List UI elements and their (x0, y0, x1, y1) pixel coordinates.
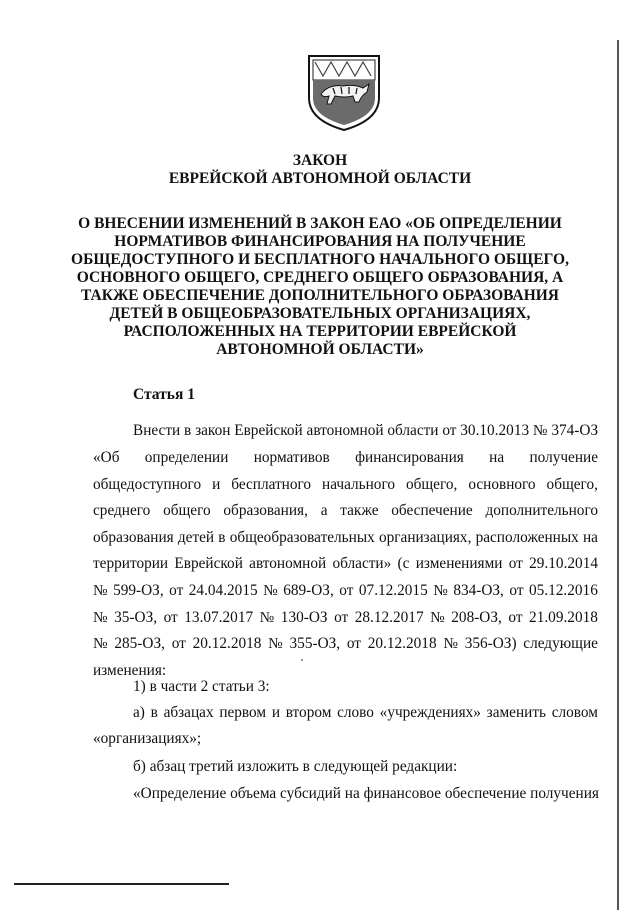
word: 20.12.2018 (192, 635, 262, 653)
word: от (339, 581, 354, 599)
word: общего (163, 502, 211, 520)
word: от (508, 608, 523, 626)
word: № (93, 581, 108, 599)
word: втором (285, 704, 332, 721)
law-title (60, 152, 580, 188)
word: 599-ОЗ, (113, 581, 164, 599)
subject-line: О ВНЕСЕНИИ ИЗМЕНЕНИЙ В ЗАКОН ЕАО «ОБ ОПРЕДЕЛЕНИИ (78, 215, 562, 232)
word: № (268, 635, 283, 653)
word: № (263, 581, 278, 599)
word: финансирования (355, 449, 464, 466)
word: среднего (93, 502, 151, 520)
word: 20.12.2018 (367, 635, 437, 653)
word: детей (177, 528, 215, 546)
word: № (93, 608, 108, 626)
word: общедоступного (93, 475, 202, 493)
word: организациях, (378, 528, 472, 546)
word: 13.07.2017 (184, 608, 254, 626)
word: в (218, 528, 226, 546)
word: первом (219, 704, 267, 721)
word: общеобразовательных (229, 528, 375, 546)
word: 130-ОЗ (280, 608, 328, 626)
word: от (346, 635, 361, 653)
word: автономной (249, 555, 327, 573)
scan-speck (301, 659, 303, 661)
word: также (340, 502, 379, 520)
word: заменить (486, 704, 547, 721)
body-line (93, 551, 598, 578)
word: образования, (223, 502, 308, 520)
subject-line: ОБЩЕДОСТУПНОГО И БЕСПЛАТНОГО НАЧАЛЬНОГО ОБЩЕГО, (71, 251, 569, 268)
word: 05.12.2016 (529, 581, 598, 599)
word: (с (397, 555, 410, 573)
word: 834-ОЗ, (453, 581, 504, 599)
word: получение (529, 449, 598, 466)
word: № (93, 635, 108, 653)
word: 355-ОЗ, (289, 635, 341, 653)
footer-rule (14, 883, 229, 885)
word: «учреждениях» (379, 704, 481, 721)
word: словом (551, 704, 598, 721)
article-intro-first-line: Внести в закон Еврейской автономной области от 30.10.2013 № 374-ОЗ (133, 422, 599, 439)
word: общего, (546, 475, 598, 493)
body-line (93, 472, 598, 499)
word: образования (93, 528, 174, 546)
word: общего, (405, 475, 458, 493)
subject-line: РАСПОЛОЖЕННЫХ НА ТЕРРИТОРИИ ЕВРЕЙСКОЙ (123, 323, 517, 340)
word: от (509, 581, 524, 599)
word: № (443, 635, 458, 653)
subject-line: ТАКЖЕ ОБЕСПЕЧЕНИЕ ДОПОЛНИТЕЛЬНОГО ОБРАЗОВАНИЯ (80, 287, 560, 304)
coat-of-arms-emblem (303, 52, 385, 132)
word: на (489, 449, 505, 466)
subject-line: АВТОНОМНОЙ ОБЛАСТИ» (216, 341, 424, 358)
body-line (93, 578, 598, 605)
body-line: изменения: (93, 661, 167, 679)
word: № (259, 608, 275, 626)
body-line (93, 498, 598, 525)
word: нормативов (253, 449, 330, 466)
body-line (93, 445, 598, 472)
word: № (433, 581, 448, 599)
word: а (320, 502, 328, 520)
doc-type: ЗАКОН (292, 152, 348, 169)
body-line (93, 631, 598, 658)
region-name: ЕВРЕЙСКОЙ АВТОНОМНОЙ ОБЛАСТИ (168, 170, 472, 187)
word: территории (93, 555, 169, 573)
word: 24.04.2015 (188, 581, 258, 599)
word: и (212, 475, 221, 493)
word: от (163, 608, 178, 626)
item-1: 1) в части 2 статьи 3: (133, 678, 270, 695)
subject-line: ДЕТЕЙ В ОБЩЕОБРАЗОВАТЕЛЬНЫХ ОРГАНИЗАЦИЯХ, (109, 305, 531, 322)
word: изменениями (415, 555, 503, 573)
word: основного (468, 475, 536, 493)
word: от (508, 555, 523, 573)
word: 285-ОЗ, (114, 635, 165, 653)
word: расположенных (475, 528, 579, 546)
word: следующие (523, 635, 598, 653)
item-a-line (133, 700, 598, 727)
word: дополнительного (485, 502, 598, 520)
subject-line: ОСНОВНОГО ОБЩЕГО, СРЕДНЕГО ОБЩЕГО ОБРАЗОВАНИЯ, А (76, 269, 564, 286)
word: 07.12.2015 (358, 581, 428, 599)
subject-line: НОРМАТИВОВ ФИНАНСИРОВАНИЯ НА ПОЛУЧЕНИЕ (114, 233, 526, 250)
word: № (430, 608, 445, 626)
word: области» (332, 555, 392, 573)
word: начального (322, 475, 395, 493)
word: 29.10.2014 (529, 555, 598, 573)
word: в (150, 704, 158, 721)
word: определении (144, 449, 229, 466)
quote-start: «Определение объема субсидий на финансовое обеспечение получения (133, 785, 599, 802)
word: от (171, 635, 186, 653)
word: от (334, 608, 349, 626)
article-heading: Статья 1 (133, 386, 195, 403)
article-body (93, 445, 598, 684)
law-subject-title (40, 215, 600, 359)
item-a-continuation: «организациях»; (93, 730, 202, 747)
word: 35-ОЗ, (114, 608, 158, 626)
word: слово (337, 704, 374, 721)
word: 21.09.2018 (529, 608, 598, 626)
word: 356-ОЗ) (464, 635, 517, 653)
item-a (133, 700, 598, 727)
word: 689-ОЗ, (283, 581, 334, 599)
word: от (169, 581, 184, 599)
word: на (582, 528, 598, 546)
word: и (271, 704, 280, 721)
word: обеспечение (391, 502, 473, 520)
word: абзацах (163, 704, 214, 721)
body-line (93, 605, 598, 632)
word: 28.12.2017 (354, 608, 424, 626)
word: «Об (93, 449, 120, 466)
body-line (93, 525, 598, 552)
word: 208-ОЗ, (451, 608, 502, 626)
item-b: б) абзац третий изложить в следующей редакции: (133, 758, 458, 775)
word: бесплатного (231, 475, 312, 493)
word: Еврейской (174, 555, 243, 573)
word: а) (133, 704, 145, 721)
page-edge-line (617, 40, 619, 910)
